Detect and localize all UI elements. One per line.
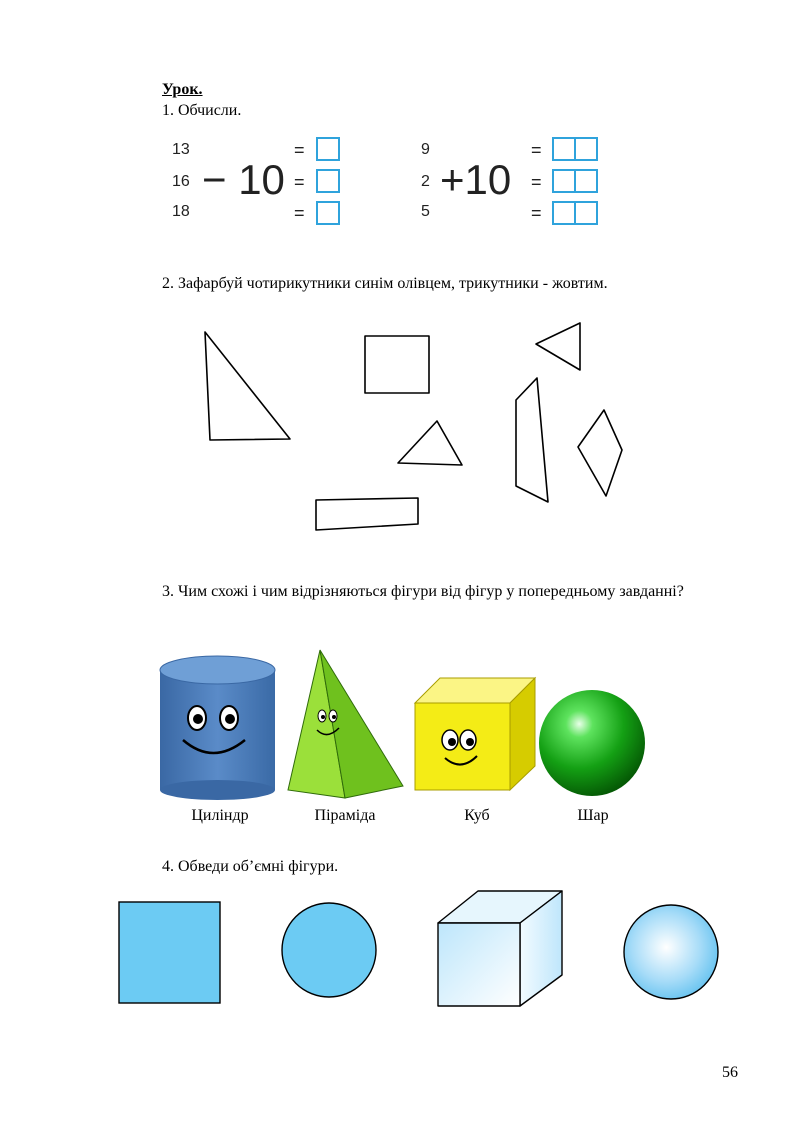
right-number: 2	[421, 173, 430, 190]
task4-title: 4. Обведи об’ємні фігури.	[162, 858, 339, 875]
equals-sign: =	[294, 140, 305, 160]
task3-text: 3. Чим схожі і чим відрізняються фігури від фігур у попередньому завданні?	[162, 583, 684, 600]
answer-box[interactable]	[316, 201, 340, 225]
answer-box[interactable]	[316, 137, 340, 161]
equals-sign: =	[531, 203, 542, 223]
task1-title: 1. Обчисли.	[162, 102, 242, 119]
equals-sign: =	[294, 172, 305, 192]
pyramid-icon	[288, 650, 403, 798]
equals-sign: =	[531, 172, 542, 192]
left-number: 16	[172, 173, 190, 190]
answer-box-pair[interactable]	[552, 169, 598, 193]
rectangle	[316, 498, 418, 530]
flat-circle-icon	[282, 903, 376, 997]
tall-quadrilateral	[516, 378, 548, 502]
task4-figures	[100, 885, 740, 1015]
lesson-heading: Урок.	[162, 81, 203, 98]
plus-ten-operator: +10	[440, 156, 512, 203]
task3-figures	[155, 648, 655, 808]
task1-exercise	[160, 132, 620, 232]
triangle-middle	[398, 421, 462, 465]
answer-box-pair[interactable]	[552, 137, 598, 161]
answer-box[interactable]	[316, 169, 340, 193]
cube-icon	[415, 678, 535, 790]
answer-box-pair[interactable]	[552, 201, 598, 225]
square	[365, 336, 429, 393]
equals-sign: =	[294, 203, 305, 223]
triangle-small-right	[536, 323, 580, 370]
left-number: 13	[172, 141, 190, 158]
task2-shapes	[0, 300, 800, 540]
caption-cylinder: Циліндр	[191, 807, 249, 824]
right-number: 5	[421, 203, 430, 220]
sphere-icon	[624, 905, 718, 999]
page-number: 56	[722, 1064, 738, 1081]
ball-icon	[539, 690, 645, 796]
minus-ten-operator: − 10	[202, 156, 285, 203]
triangle-large	[205, 332, 290, 440]
left-number: 18	[172, 203, 190, 220]
cylinder-icon	[160, 656, 275, 800]
cube-3d-icon	[438, 891, 562, 1006]
equals-sign: =	[531, 140, 542, 160]
flat-square-icon	[119, 902, 220, 1003]
right-number: 9	[421, 141, 430, 158]
task2-title: 2. Зафарбуй чотирикутники синім олівцем, трикутники - жовтим.	[162, 275, 608, 292]
caption-pyramid: Піраміда	[314, 807, 376, 824]
caption-cube: Куб	[464, 807, 490, 824]
caption-ball: Шар	[577, 807, 609, 824]
rhombus	[578, 410, 622, 496]
